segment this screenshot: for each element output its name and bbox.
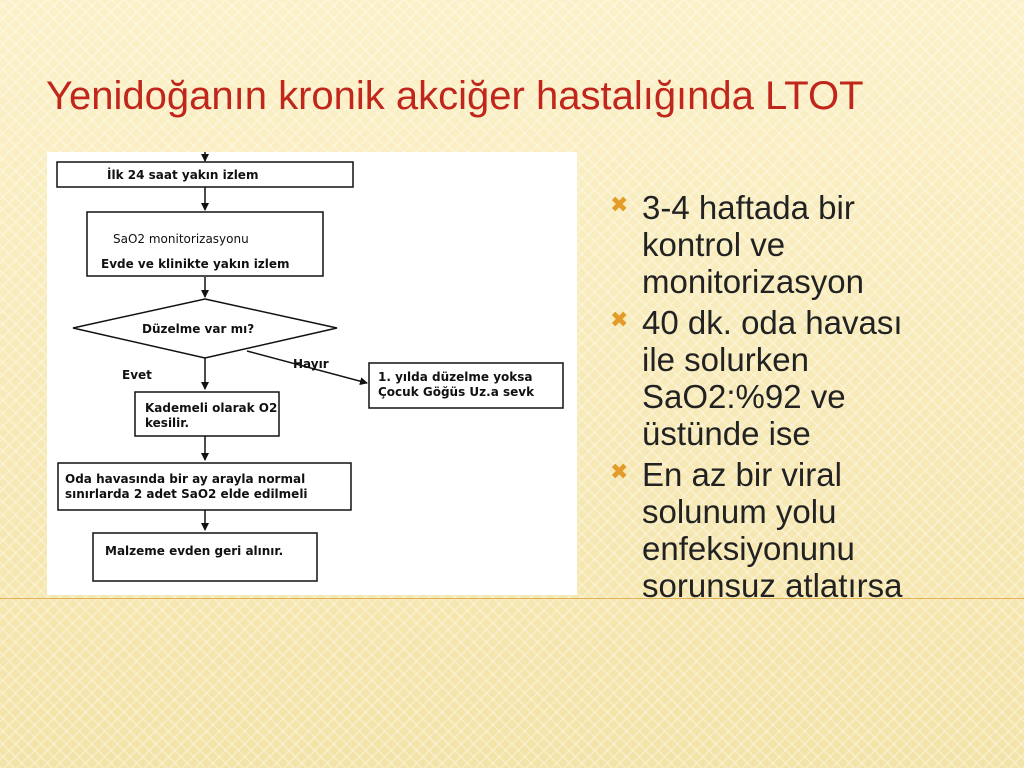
bullet-text: 3-4 haftada bir kontrol ve monitorizasyon — [642, 189, 864, 300]
step-2-text-2: Evde ve klinikte yakın izlem — [101, 257, 290, 271]
bullet-text: 40 dk. oda havası ile solurken SaO2:%92 ve üstünde ise — [642, 303, 903, 452]
flowchart — [47, 152, 577, 595]
no-box-text-2: Çocuk Göğüs Uz.a sevk — [378, 385, 535, 399]
bullet-item — [610, 305, 1010, 453]
bullet-text: En az bir viral solunum yolu enfeksiyonunu sorunsuz atlatırsa — [642, 455, 903, 604]
step-5-text: Malzeme evden geri alınır. — [105, 544, 284, 558]
step-1-text: İlk 24 saat yakın izlem — [107, 168, 259, 182]
step-4-text-2: sınırlarda 2 adet SaO2 elde edilmeli — [65, 487, 308, 501]
step-2-text-1: SaO2 monitorizasyonu — [113, 232, 249, 246]
decision-text: Düzelme var mı? — [142, 322, 255, 336]
step-4-text-1: Oda havasında bir ay arayla normal — [65, 472, 306, 486]
slide-title: Yenidoğanın kronik akciğer hastalığında LTOT — [46, 74, 864, 118]
bullet-list — [610, 190, 1010, 608]
step-3-text-2: kesilir. — [145, 416, 190, 430]
flowchart-svg — [47, 152, 577, 595]
cross-icon: ✖ — [610, 192, 629, 217]
cross-icon: ✖ — [610, 306, 629, 332]
bullet-item — [610, 457, 1010, 605]
label-yes: Evet — [122, 368, 152, 382]
step-3-text-1: Kademeli olarak O2 — [145, 401, 278, 415]
cross-icon: ✖ — [610, 458, 629, 484]
no-box-text-1: 1. yılda düzelme yoksa — [378, 370, 533, 384]
bullet-item — [610, 190, 1010, 301]
label-no: Hayır — [293, 357, 329, 371]
